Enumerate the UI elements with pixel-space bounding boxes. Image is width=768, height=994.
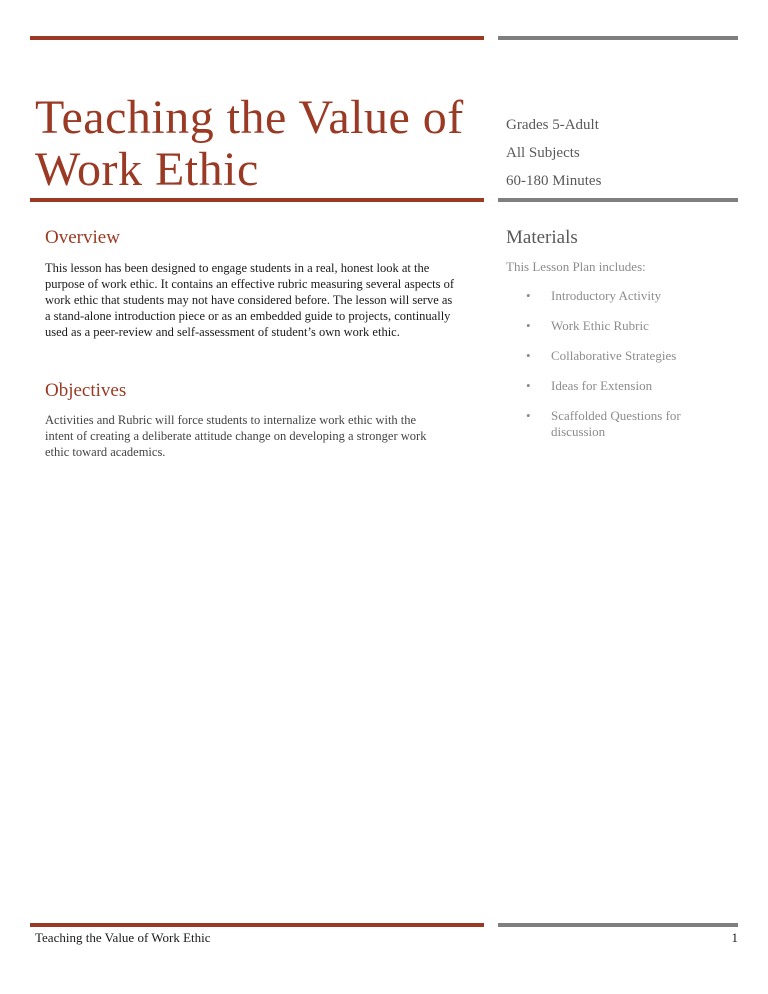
footer-rule-left xyxy=(30,923,484,927)
document-title: Teaching the Value of Work Ethic xyxy=(35,91,464,196)
list-item-label: Collaborative Strategies xyxy=(551,348,677,363)
footer-rule-right xyxy=(498,923,738,927)
meta-subjects: All Subjects xyxy=(506,145,580,161)
bullet-icon: • xyxy=(526,348,531,363)
objectives-heading: Objectives xyxy=(45,380,127,401)
materials-list xyxy=(526,288,726,454)
footer-title: Teaching the Value of Work Ethic xyxy=(35,930,211,945)
list-item-label: Work Ethic Rubric xyxy=(551,318,649,333)
list-item-label: Introductory Activity xyxy=(551,288,662,303)
page-number: 1 xyxy=(731,930,738,945)
bullet-icon: • xyxy=(526,318,531,333)
title-rule-right xyxy=(498,198,738,202)
bullet-icon: • xyxy=(526,378,531,393)
list-item xyxy=(526,288,726,304)
bullet-icon: • xyxy=(526,288,531,303)
top-rule-left xyxy=(30,36,484,40)
list-item xyxy=(526,408,726,440)
list-item xyxy=(526,348,726,364)
title-rule-left xyxy=(30,198,484,202)
overview-text: This lesson has been designed to engage students in a real, honest look at the purpose of work ethic. It contains an effective rubric measuring several aspects of work ethic that students may not have considered before. The lesson will serve as a stand-alone introduction piece or as an embedded guide to projects, continually used as a peer-review and self-assessment of student’s own work ethic. xyxy=(45,261,454,339)
list-item xyxy=(526,318,726,334)
materials-heading: Materials xyxy=(506,227,578,248)
bullet-icon: • xyxy=(526,408,531,423)
objectives-text: Activities and Rubric will force students to internalize work ethic with the intent of creating a deliberate attitude change on developing a stronger work ethic toward academics. xyxy=(45,413,427,459)
meta-duration: 60-180 Minutes xyxy=(506,173,602,189)
top-rule-right xyxy=(498,36,738,40)
list-item-label: Ideas for Extension xyxy=(551,378,653,393)
list-item-label: Scaffolded Questions for discussion xyxy=(551,408,681,439)
meta-grades: Grades 5-Adult xyxy=(506,117,599,133)
materials-intro: This Lesson Plan includes: xyxy=(506,259,646,274)
overview-heading: Overview xyxy=(45,227,120,248)
lesson-meta xyxy=(506,113,736,197)
list-item xyxy=(526,378,726,394)
